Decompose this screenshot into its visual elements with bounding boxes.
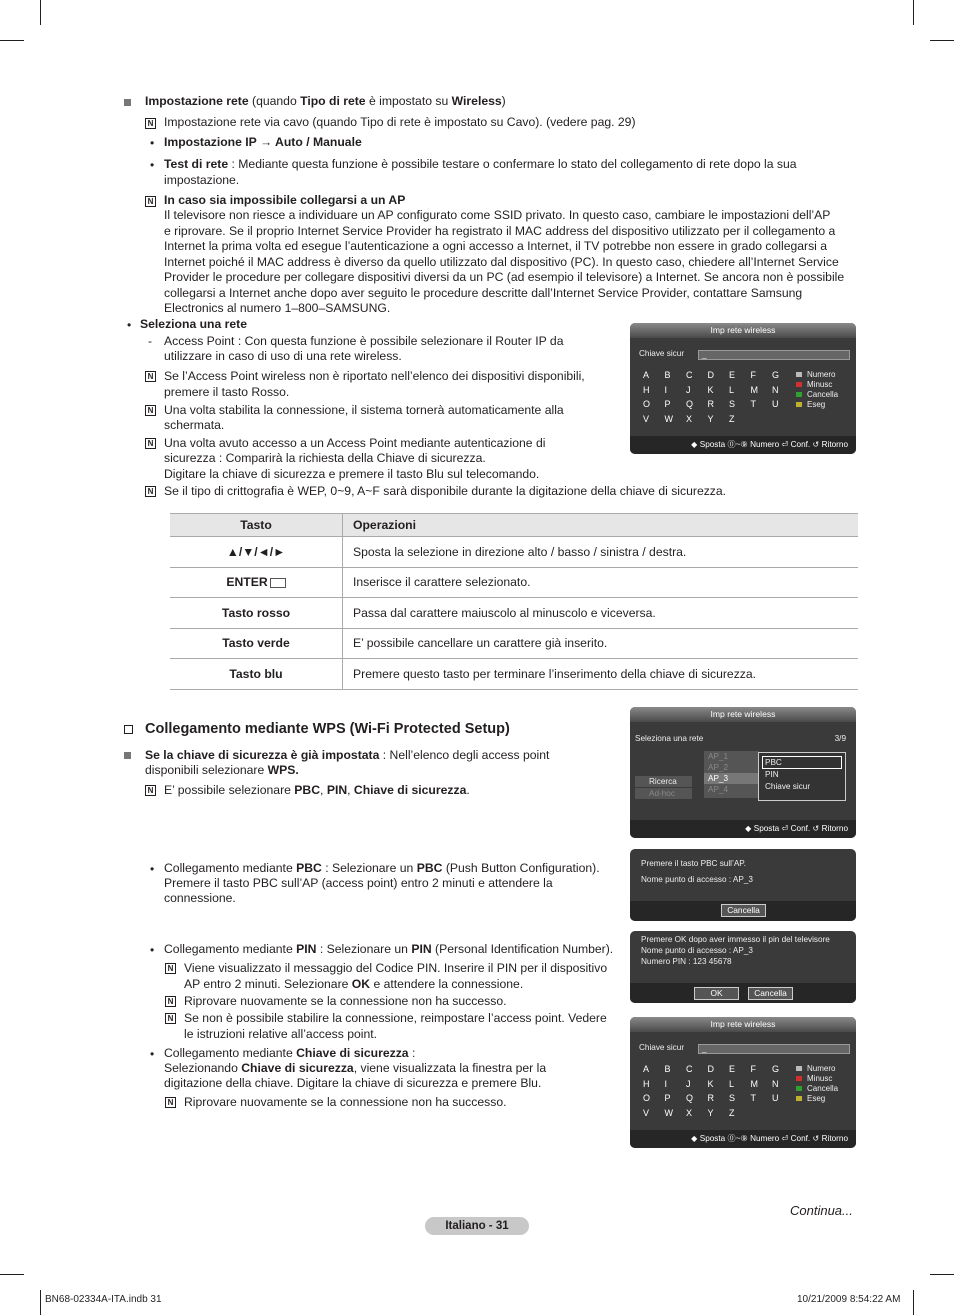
note-auth: sicurezza : Comparirà la richiesta della Chiave di sicurezza. [164,451,486,465]
key-a[interactable]: A [643,1064,650,1074]
crop-mark [930,1274,954,1275]
cancel-button[interactable]: Cancella [721,904,766,917]
key-b[interactable]: B [664,1064,671,1074]
wps-key-line2: disponibili selezionare WPS. [145,763,299,777]
key-m[interactable]: M [750,384,758,395]
tv-message: Nome punto di accesso : AP_3 [641,875,753,884]
security-key-input[interactable]: _ [698,350,850,360]
wps-key-line: Se la chiave di sicurezza è già impostata : Nell’elenco degli access point [145,748,550,762]
tv-field-label: Chiave sicur [639,1043,685,1052]
note-conn: Una volta stabilita la connessione, il sistema tornerà automaticamente alla [164,402,564,417]
ap-line: Internet la prima volta ed esegue l’autenticazione a ogni accesso a Internet, il TV potrebbe non essere in grado collegarsi a [164,239,828,253]
tv-field-label: Chiave sicur [639,349,685,358]
pin-note: Riprovare nuovamente se la connessione non ha successo. [184,994,507,1008]
ap-line: Internet poiché il MAC address è diverso da quello utilizzato dal dispositivo (PC). In questo caso, chiedere all’Internet Service [164,254,839,269]
key-l[interactable]: L [729,1078,735,1089]
seleziona-rete: Seleziona una rete [140,317,248,331]
key-d[interactable]: D [707,370,714,380]
checkbox-icon [124,725,133,734]
table-row: Tasto rosso Passa dal carattere maiuscolo al minuscolo e viceversa. [170,598,858,629]
test-rete-cont: impostazione. [164,173,240,187]
bullet-icon: • [150,862,155,876]
pbc-line: Premere il tasto PBC sull’AP (access point) entro 2 minuti e attendere la [164,876,553,890]
key-q[interactable]: Q [686,1093,694,1103]
key-t[interactable]: T [750,1093,756,1103]
key-line: Selezionando Chiave di sicurezza, viene visualizzata la finestra per la [164,1061,547,1075]
pbc-line: Collegamento mediante PBC : Selezionare un PBC (Push Button Configuration). [164,861,600,875]
key-s[interactable]: S [729,1093,736,1103]
key-f[interactable]: F [750,1064,756,1074]
tv-title: Imp rete wireless [630,707,856,722]
key-r[interactable]: R [707,1093,714,1103]
access-line: utilizzare in caso di uso di una rete wireless. [164,349,402,363]
key-p[interactable]: P [664,1093,671,1103]
key-z[interactable]: Z [729,1107,735,1118]
ip-setting: Impostazione IP → Auto / Manuale [164,135,362,149]
pin-note: le istruzioni relative all’access point. [184,1026,378,1041]
key-b[interactable]: B [664,370,671,380]
key-h[interactable]: H [643,384,650,395]
key-blank[interactable] [747,1108,769,1123]
ap-line: e riprovare. Se il proprio Internet Service Provider ha registrato il MAC address del dispositivo utilizzato per il collegamento a [164,223,836,238]
note-icon: N [145,118,156,129]
ap-item[interactable]: AP_3 [704,773,759,784]
key-line: Collegamento mediante Chiave di sicurezza : [164,1046,416,1060]
ap-line: Electronics al numero 1–800–SAMSUNG. [164,301,391,315]
key-g[interactable]: G [772,370,780,380]
key-k[interactable]: K [707,1078,714,1089]
table-row: ENTER Inserisce il carattere selezionato. [170,567,858,598]
enter-icon [270,578,286,588]
key-g[interactable]: G [772,1064,780,1074]
menu-item-pbc[interactable]: PBC [762,756,842,769]
tv-title: Imp rete wireless [630,323,856,338]
crop-mark [0,1274,24,1275]
note-text: Impostazione rete via cavo (quando Tipo di rete è impostato su Cavo). (vedere pag. 29) [164,115,636,129]
section-heading: Impostazione rete (quando Tipo di rete è impostato su Wireless) [145,94,506,108]
pin-note: Viene visualizzato il messaggio del Codice PIN. Inserire il PIN per il dispositivo [184,961,608,975]
note-red: premere il tasto Rosso. [164,384,290,399]
note-icon: N [165,1097,176,1108]
note-icon: N [165,1013,176,1024]
page-number-badge: Italiano - 31 [425,1217,529,1235]
note-icon: N [145,196,156,207]
key-grid [639,1064,790,1122]
key-u[interactable]: U [772,1093,779,1103]
file-info: BN68-02334A-ITA.indb 31 [45,1294,162,1305]
tv-message: Premere il tasto PBC sull’AP. [641,859,746,868]
key-n[interactable]: N [772,1078,779,1089]
key-u[interactable]: U [772,399,779,409]
adhoc-button[interactable]: Ad-hoc [635,788,692,799]
table-row: ▲/▼/◄/► Sposta la selezione in direzione alto / basso / sinistra / destra. [170,537,858,568]
key-f[interactable]: F [750,370,756,380]
ap-line: Provider le procedure per collegare dispositivi diversi da un PC (ad esempio il televisore) a Internet. Se ancora non è possibile [164,270,845,284]
bullet-icon: • [150,136,155,150]
key-legend: Numero Minusc Cancella Eseg [796,370,838,410]
tv-label: Seleziona una rete [635,734,704,743]
key-n[interactable]: N [772,384,779,395]
key-v[interactable]: V [643,413,650,424]
key-legend: Numero Minusc Cancella Eseg [796,1064,838,1104]
ap-line: Il televisore non riesce a individuare un AP configurato come SSID privato. In questo caso, cambiare le impostazioni dell’AP [164,208,831,222]
ap-item[interactable]: AP_4 [708,785,729,794]
key-operations-table [170,513,858,690]
key-x[interactable]: X [686,413,693,424]
key-c[interactable]: C [686,370,693,380]
tv-keyboard-panel [630,1017,856,1148]
table-header: Operazioni [343,514,859,537]
table-row: Tasto verde E’ possibile cancellare un carattere già inserito. [170,628,858,659]
access-line: Access Point : Con questa funzione è possibile selezionare il Router IP da [164,334,564,348]
ap-list [704,751,759,798]
bullet-icon: • [150,158,155,172]
cancel-button[interactable]: Cancella [748,987,793,1000]
key-j[interactable]: J [686,1078,691,1089]
note-icon: N [145,371,156,382]
wps-menu [758,752,846,801]
ok-button[interactable]: OK [694,987,739,1000]
tv-message: Premere OK dopo aver immesso il pin del televisore [641,935,830,944]
crop-mark [40,1290,41,1315]
continue-link: Continua... [790,1203,853,1218]
note-icon: N [145,785,156,796]
key-r[interactable]: R [707,399,714,409]
key-o[interactable]: O [643,399,651,409]
key-v[interactable]: V [643,1107,650,1118]
note-auth: Digitare la chiave di sicurezza e premere il tasto Blu sul telecomando. [164,466,540,481]
key-blank[interactable] [768,414,790,429]
pin-note: AP entro 2 minuti. Selezionare OK e attendere la connessione. [184,976,524,991]
note-wep: Se il tipo di crittografia è WEP, 0~9, A~F sarà disponibile durante la digitazione della chiave di sicurezza. [164,484,727,498]
key-z[interactable]: Z [729,413,735,424]
crop-mark [930,40,954,41]
note-icon: N [165,996,176,1007]
ap-item[interactable]: AP_2 [708,763,729,772]
key-t[interactable]: T [750,399,756,409]
ap-line: collegarsi a Internet anche dopo aver seguito le procedure descritte dall’Internet Service Provider, contattare Samsung [164,285,803,300]
key-grid [639,370,790,428]
key-blank[interactable] [747,414,769,429]
key-i[interactable]: I [664,384,668,395]
key-a[interactable]: A [643,370,650,380]
key-e[interactable]: E [729,1064,736,1074]
key-line: digitazione della chiave. Digitare la chiave di sicurezza e premere Blu. [164,1076,542,1090]
key-s[interactable]: S [729,399,736,409]
tv-pbc-panel [630,849,856,921]
tv-message: Nome punto di accesso : AP_3 [641,946,753,955]
key-j[interactable]: J [686,384,691,395]
key-e[interactable]: E [729,370,736,380]
key-c[interactable]: C [686,1064,693,1074]
tv-footer: ◆ Sposta ⏎ Conf. ↺ Ritorno [630,820,856,838]
tv-pin-panel [630,931,856,1003]
key-x[interactable]: X [686,1107,693,1118]
note-icon: N [145,438,156,449]
bullet-icon: • [127,318,132,332]
pin-line: Collegamento mediante PIN : Selezionare un PIN (Personal Identification Number). [164,942,614,956]
note-auth: Una volta avuto accesso a un Access Point mediante autenticazione di [164,436,546,450]
key-y[interactable]: Y [707,1107,714,1118]
menu-item-pin[interactable]: PIN [765,770,779,779]
key-k[interactable]: K [707,384,714,395]
tv-keyboard-panel [630,323,856,454]
crop-mark [0,40,24,41]
key-l[interactable]: L [729,384,735,395]
key-blank[interactable] [768,1108,790,1123]
dash: - [148,334,153,348]
security-key-input[interactable]: _ [698,1044,850,1054]
menu-item-key[interactable]: Chiave sicur [765,782,811,791]
key-w[interactable]: W [664,1107,673,1118]
search-button[interactable]: Ricerca [635,776,692,787]
tv-footer: ◆ Sposta ⓪~⑨ Numero ⏎ Conf. ↺ Ritorno [630,436,856,454]
tv-footer: ◆ Sposta ⓪~⑨ Numero ⏎ Conf. ↺ Ritorno [630,1130,856,1148]
crop-mark [913,0,914,25]
key-i[interactable]: I [664,1078,668,1089]
tv-message: Numero PIN : 123 45678 [641,957,732,966]
pbc-line: connessione. [164,891,236,905]
test-rete: Test di rete : Mediante questa funzione è possibile testare o confermare lo stato del collegamento di rete dopo la sua [164,157,797,171]
key-q[interactable]: Q [686,399,694,409]
pin-note: Se non è possibile stabilire la connessione, reimpostare l’access point. Vedere [184,1011,607,1025]
crop-mark [40,0,41,25]
tv-page: 3/9 [834,734,846,743]
key-m[interactable]: M [750,1078,758,1089]
table-header: Tasto [170,514,343,537]
note-icon: N [165,963,176,974]
key-d[interactable]: D [707,1064,714,1074]
key-y[interactable]: Y [707,413,714,424]
table-row: Tasto blu Premere questo tasto per terminare l’inserimento della chiave di sicurezza. [170,659,858,690]
square-bullet-icon [124,99,131,106]
bullet-icon: • [150,943,155,957]
note-icon: N [145,486,156,497]
square-bullet-icon [124,752,131,759]
key-w[interactable]: W [664,413,673,424]
tv-footer [630,983,856,1003]
key-h[interactable]: H [643,1078,650,1089]
wps-select-note: E’ possibile selezionare PBC, PIN, Chiave di sicurezza. [164,783,470,797]
bullet-icon: • [150,1047,155,1061]
wps-heading: Collegamento mediante WPS (Wi-Fi Protected Setup) [145,721,510,737]
tv-title: Imp rete wireless [630,1017,856,1032]
note-icon: N [145,405,156,416]
print-date: 10/21/2009 8:54:22 AM [797,1294,901,1305]
ap-title: In caso sia impossibile collegarsi a un AP [164,193,406,207]
key-note: Riprovare nuovamente se la connessione non ha successo. [184,1095,507,1109]
note-red: Se l’Access Point wireless non è riportato nell’elenco dei dispositivi disponibili, [164,369,585,383]
note-conn: schermata. [164,418,225,432]
tv-network-panel [630,707,856,838]
key-p[interactable]: P [664,399,671,409]
ap-item[interactable]: AP_1 [708,752,729,761]
crop-mark [913,1290,914,1315]
key-o[interactable]: O [643,1093,651,1103]
